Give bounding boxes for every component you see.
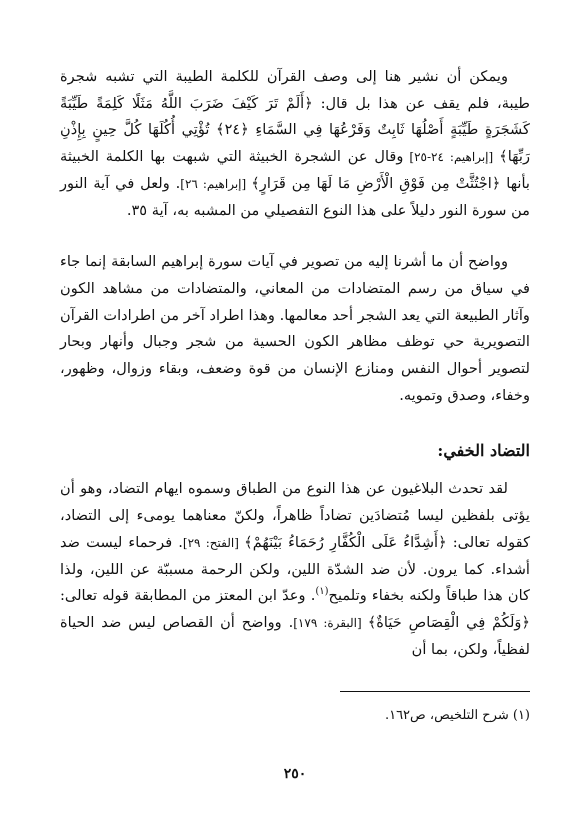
- quran-verse-ibrahim-24-25: ﴿أَلَمْ تَرَ كَيْفَ ضَرَبَ اللَّهُ مَثَلًا كَلِمَةً طَيِّبَةً كَشَجَرَةٍ طَيِّبَةٍ أَصْلُهَا ثَابِتٌ وَفَرْعُهَا فِي السَّمَاءِ ﴿٢٤﴾ تُؤْتِي أُكُلَهَا كُلَّ حِينٍ بِإِذْنِ رَبِّهَا﴾: [60, 94, 531, 166]
- quran-verse-al-fath-29: ﴿أَشِدَّاءُ عَلَى الْكُفَّارِ رُحَمَاءُ بَيْنَهُمْ﴾: [244, 533, 447, 551]
- paragraph-1-text-b: وقال عن الشجرة الخبيثة التي شبهت بها الكلمة الخبيثة بأنها: [60, 148, 530, 192]
- paragraph-3: [60, 476, 530, 663]
- verse-reference-ibrahim-26: [إبراهيم: ٢٦]: [180, 176, 252, 191]
- quran-verse-al-baqara-179: ﴿وَلَكُمْ فِي الْقِصَاصِ حَيَاةٌ﴾: [367, 613, 531, 631]
- section-heading: التضاد الخفي:: [437, 441, 530, 461]
- paragraph-3-text-a: لقد تحدث البلاغيون عن هذا النوع من الطباق وسموه ايهام التضاد، وهو أن يؤتى بلفظين ليسا مُتضادَين تضاداً ظاهراً، ولكنّ معناهما يومىء إلى التضاد، كقوله تعالى:: [60, 480, 531, 551]
- footnote-divider: [340, 691, 530, 692]
- paragraph-1: [60, 64, 530, 224]
- book-page: [60, 64, 530, 794]
- verse-reference-ibrahim-24-25: [إبراهيم: ٢٤-٢٥]: [403, 150, 500, 165]
- page-number: ٢٥٠: [283, 766, 307, 782]
- verse-reference-al-baqara-179: [البقرة: ١٧٩]: [293, 615, 368, 630]
- footnote-marker: (١): [315, 586, 329, 598]
- paragraph-2: وواضح أن ما أشرنا إليه من تصوير في آيات سورة إبراهيم السابقة إنما جاء في سياق من رسم المتضادات من المعاني، والمتضادات من مشاهد الكون وآثار الطبيعة التي يعد الشجر أحد معالمها. وهذا اطراد آخر من اطرادات القرآن التصويرية حي توظف مظاهر الكون الحسية من شجر وجبال وأنهار وبحار لتصوير أحوال النفس ومنازع الإنسان من قوة وضعف، وبقاء وزوال، وظهور، وخفاء، وصدق وتمويه.: [60, 253, 530, 404]
- paragraph-3-text-d: . وواضح أن القصاص ليس ضد الحياة لفظياً، ولكن، بما أن: [60, 613, 530, 658]
- paragraph-1-text-c: . ولعل في آية النور من سورة النور دليلاً على هذا النوع التفصيلي من المشبه به، آية ٣٥.: [60, 174, 530, 219]
- verse-reference-al-fath-29: [الفتح: ٢٩]: [182, 535, 245, 550]
- footnote: (١) شرح التلخيص، ص١٦٢.: [384, 708, 530, 723]
- paragraph-1-text-a: ويمكن أن نشير هنا إلى وصف القرآن للكلمة الطيبة التي تشبه شجرة طيبة، فلم يقف عن هذا بل قال:: [60, 68, 530, 112]
- paragraph-3-text-b: . فرحماء ليست ضد أشداء. كما يرون. لأن ضد الشدّة اللين، ولكن الرحمة مسببّة عن اللين، ولذا كان هذا طباقاً ولكنه بخفاء وتلميح: [60, 533, 530, 605]
- paragraph-3-text-c: . وعدّ ابن المعتز من المطابقة قوله تعالى:: [60, 587, 316, 605]
- quran-verse-ibrahim-26: ﴿اجْتُثَّتْ مِن فَوْقِ الْأَرْضِ مَا لَهَا مِن قَرَارٍ﴾: [251, 174, 501, 192]
